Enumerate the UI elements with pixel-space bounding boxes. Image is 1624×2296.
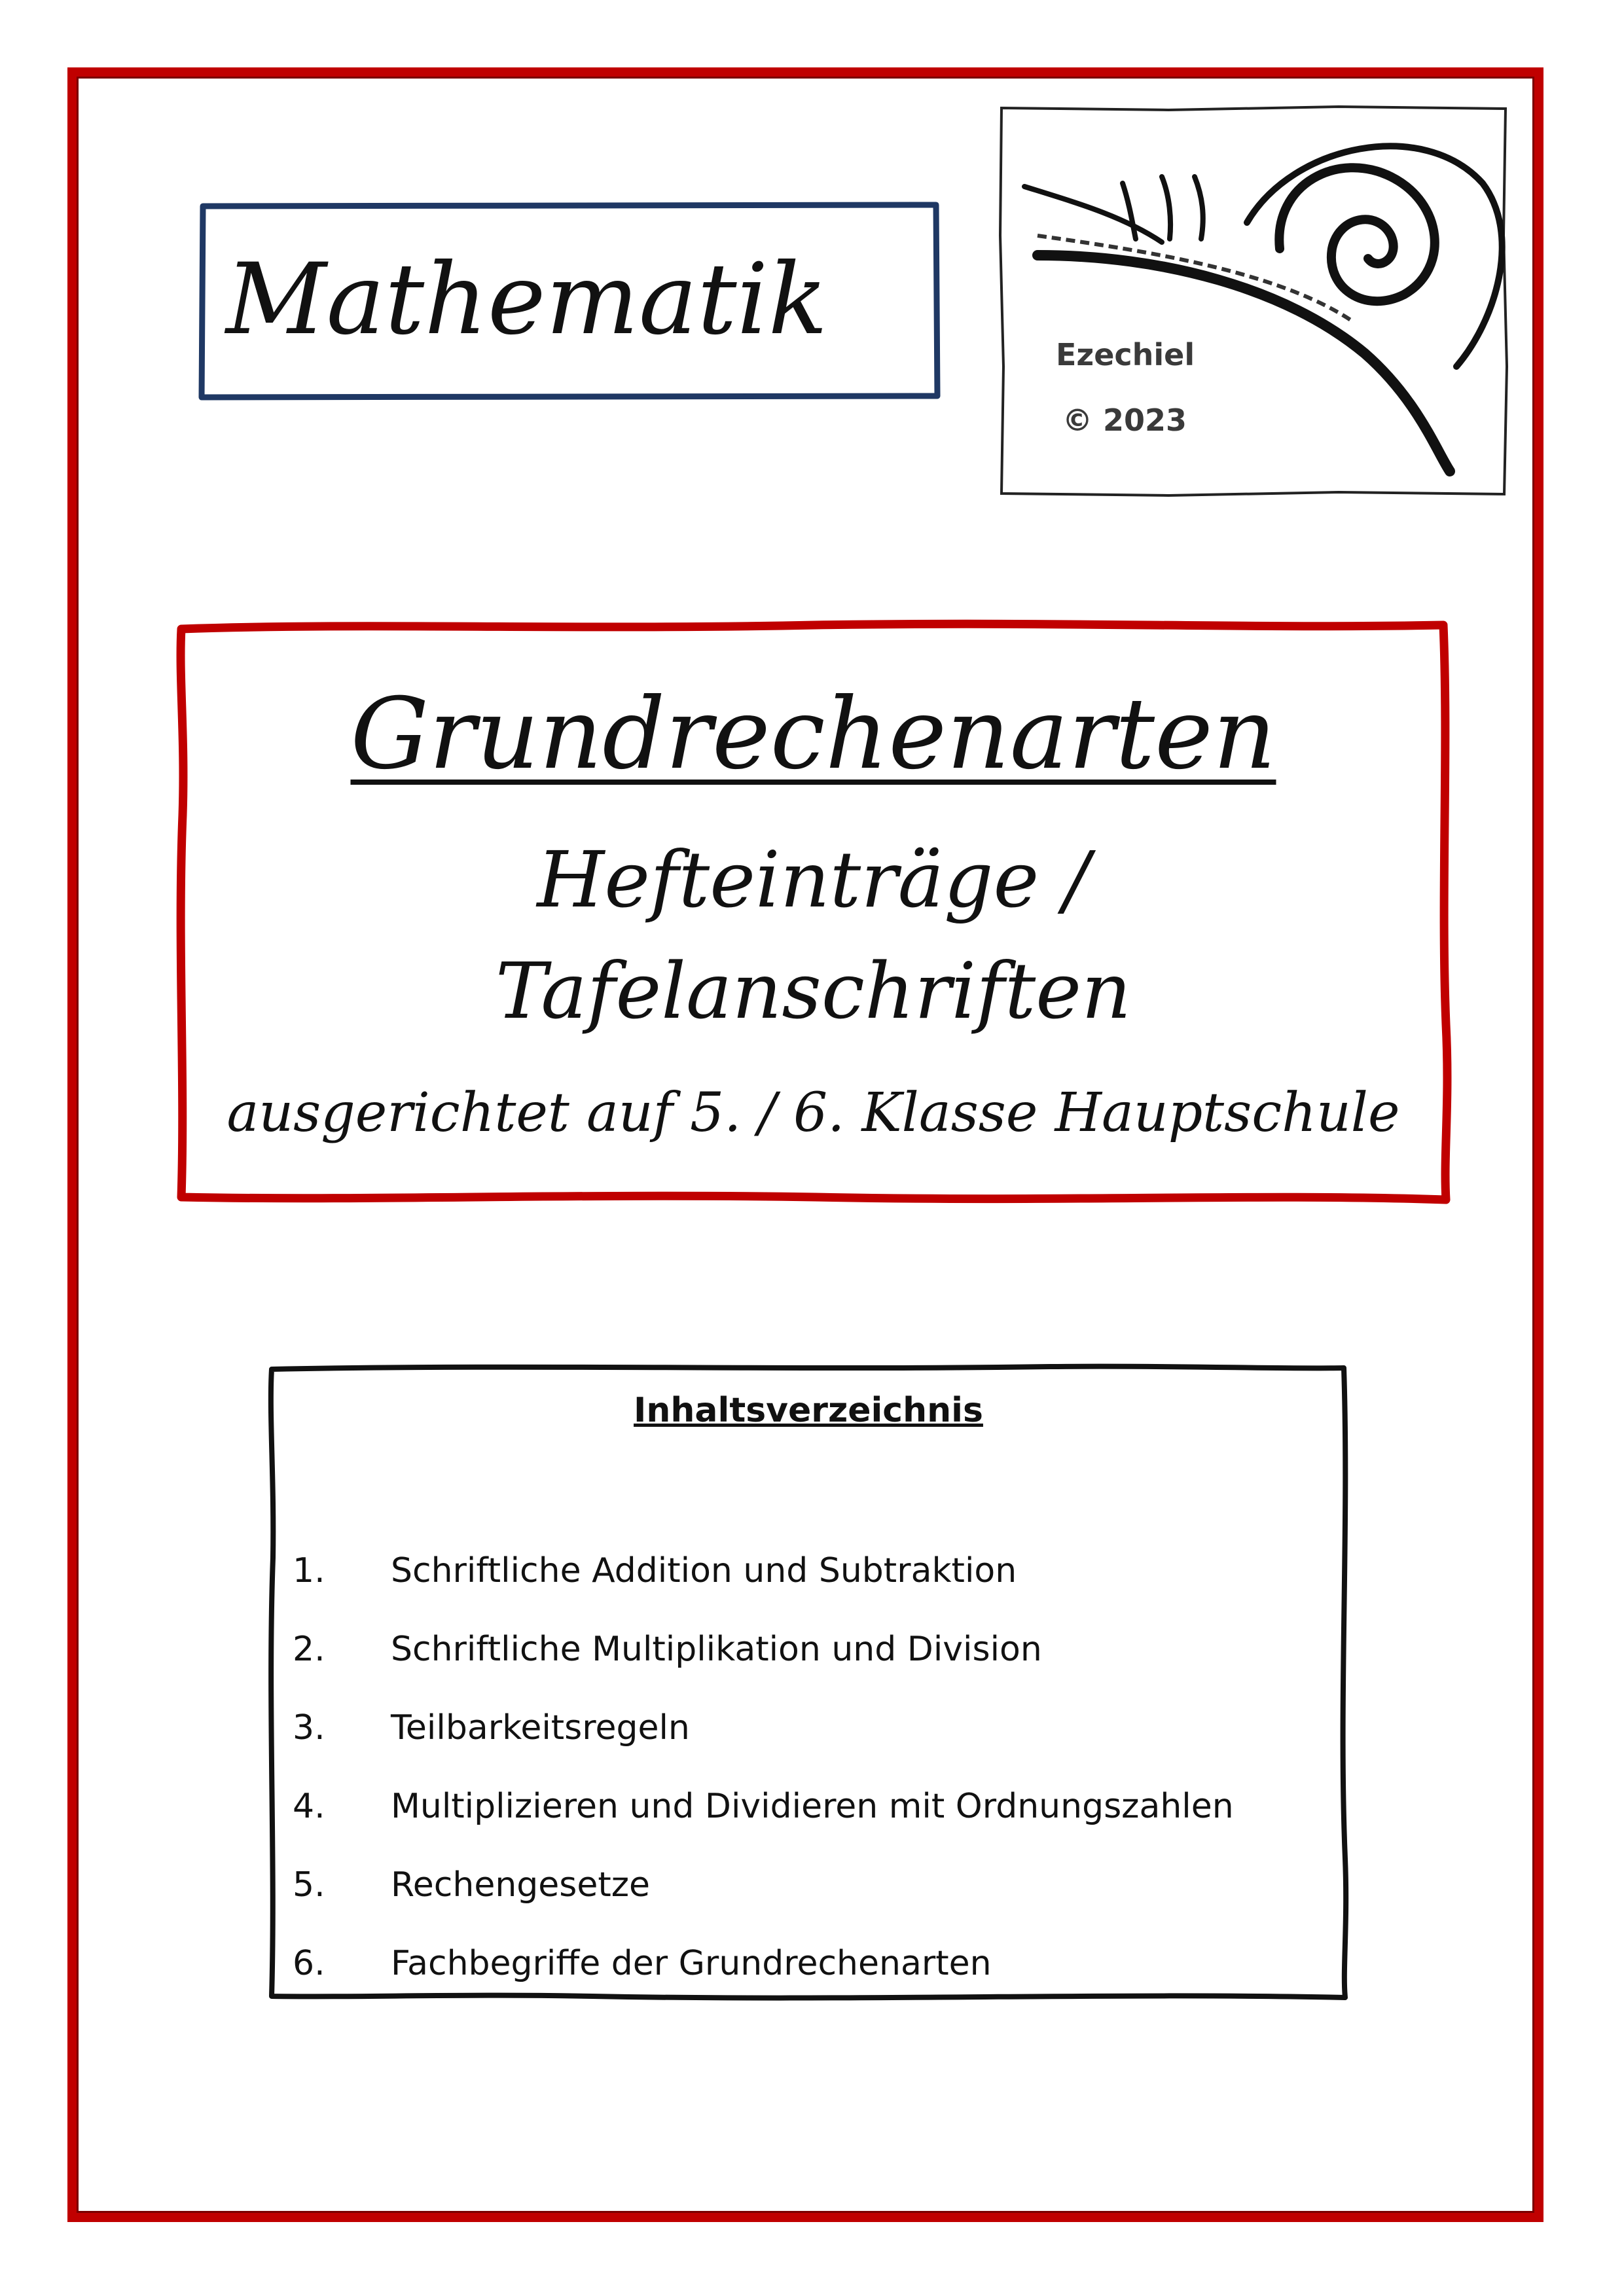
toc-box: [265, 1361, 1352, 2006]
toc-item-number: 2.: [293, 1630, 325, 1669]
list-item: [293, 1630, 1327, 1676]
logo-name: Ezechiel: [1056, 337, 1195, 372]
snail-spiral-logo: [998, 105, 1509, 497]
toc-item-label: Schriftliche Multiplikation und Division: [391, 1630, 1042, 1669]
subject-title: Mathematik: [226, 243, 828, 357]
list-item: [293, 1944, 1327, 1990]
list-item: [293, 1865, 1327, 1911]
toc-item-number: 5.: [293, 1865, 325, 1905]
toc-item-label: Schriftliche Addition und Subtraktion: [391, 1551, 1017, 1590]
document-title: Grundrechenarten: [350, 677, 1276, 791]
toc-item-label: Rechengesetze: [391, 1865, 651, 1905]
toc-item-number: 4.: [293, 1787, 325, 1826]
logo-copyright: © 2023: [1062, 403, 1187, 438]
list-item: [293, 1787, 1327, 1833]
toc-item-label: Multiplizieren und Dividieren mit Ordnungszahlen: [391, 1787, 1234, 1826]
subject-box: [196, 200, 943, 403]
list-item: [293, 1708, 1327, 1754]
logo-box: [998, 105, 1509, 497]
toc-item-label: Fachbegriffe der Grundrechenarten: [391, 1944, 992, 1983]
title-box: [173, 619, 1453, 1208]
toc-item-number: 6.: [293, 1944, 325, 1983]
grade-note: ausgerichtet auf 5. / 6. Klasse Hauptschule: [226, 1082, 1400, 1144]
subtitle-line-1: Hefteinträge /: [537, 834, 1090, 925]
toc-item-number: 3.: [293, 1708, 325, 1748]
list-item: [293, 1551, 1327, 1597]
subtitle-line-2: Tafelanschriften: [495, 946, 1132, 1036]
toc-item-label: Teilbarkeitsregeln: [391, 1708, 690, 1748]
toc-heading: Inhaltsverzeichnis: [634, 1391, 983, 1430]
toc-item-number: 1.: [293, 1551, 325, 1590]
